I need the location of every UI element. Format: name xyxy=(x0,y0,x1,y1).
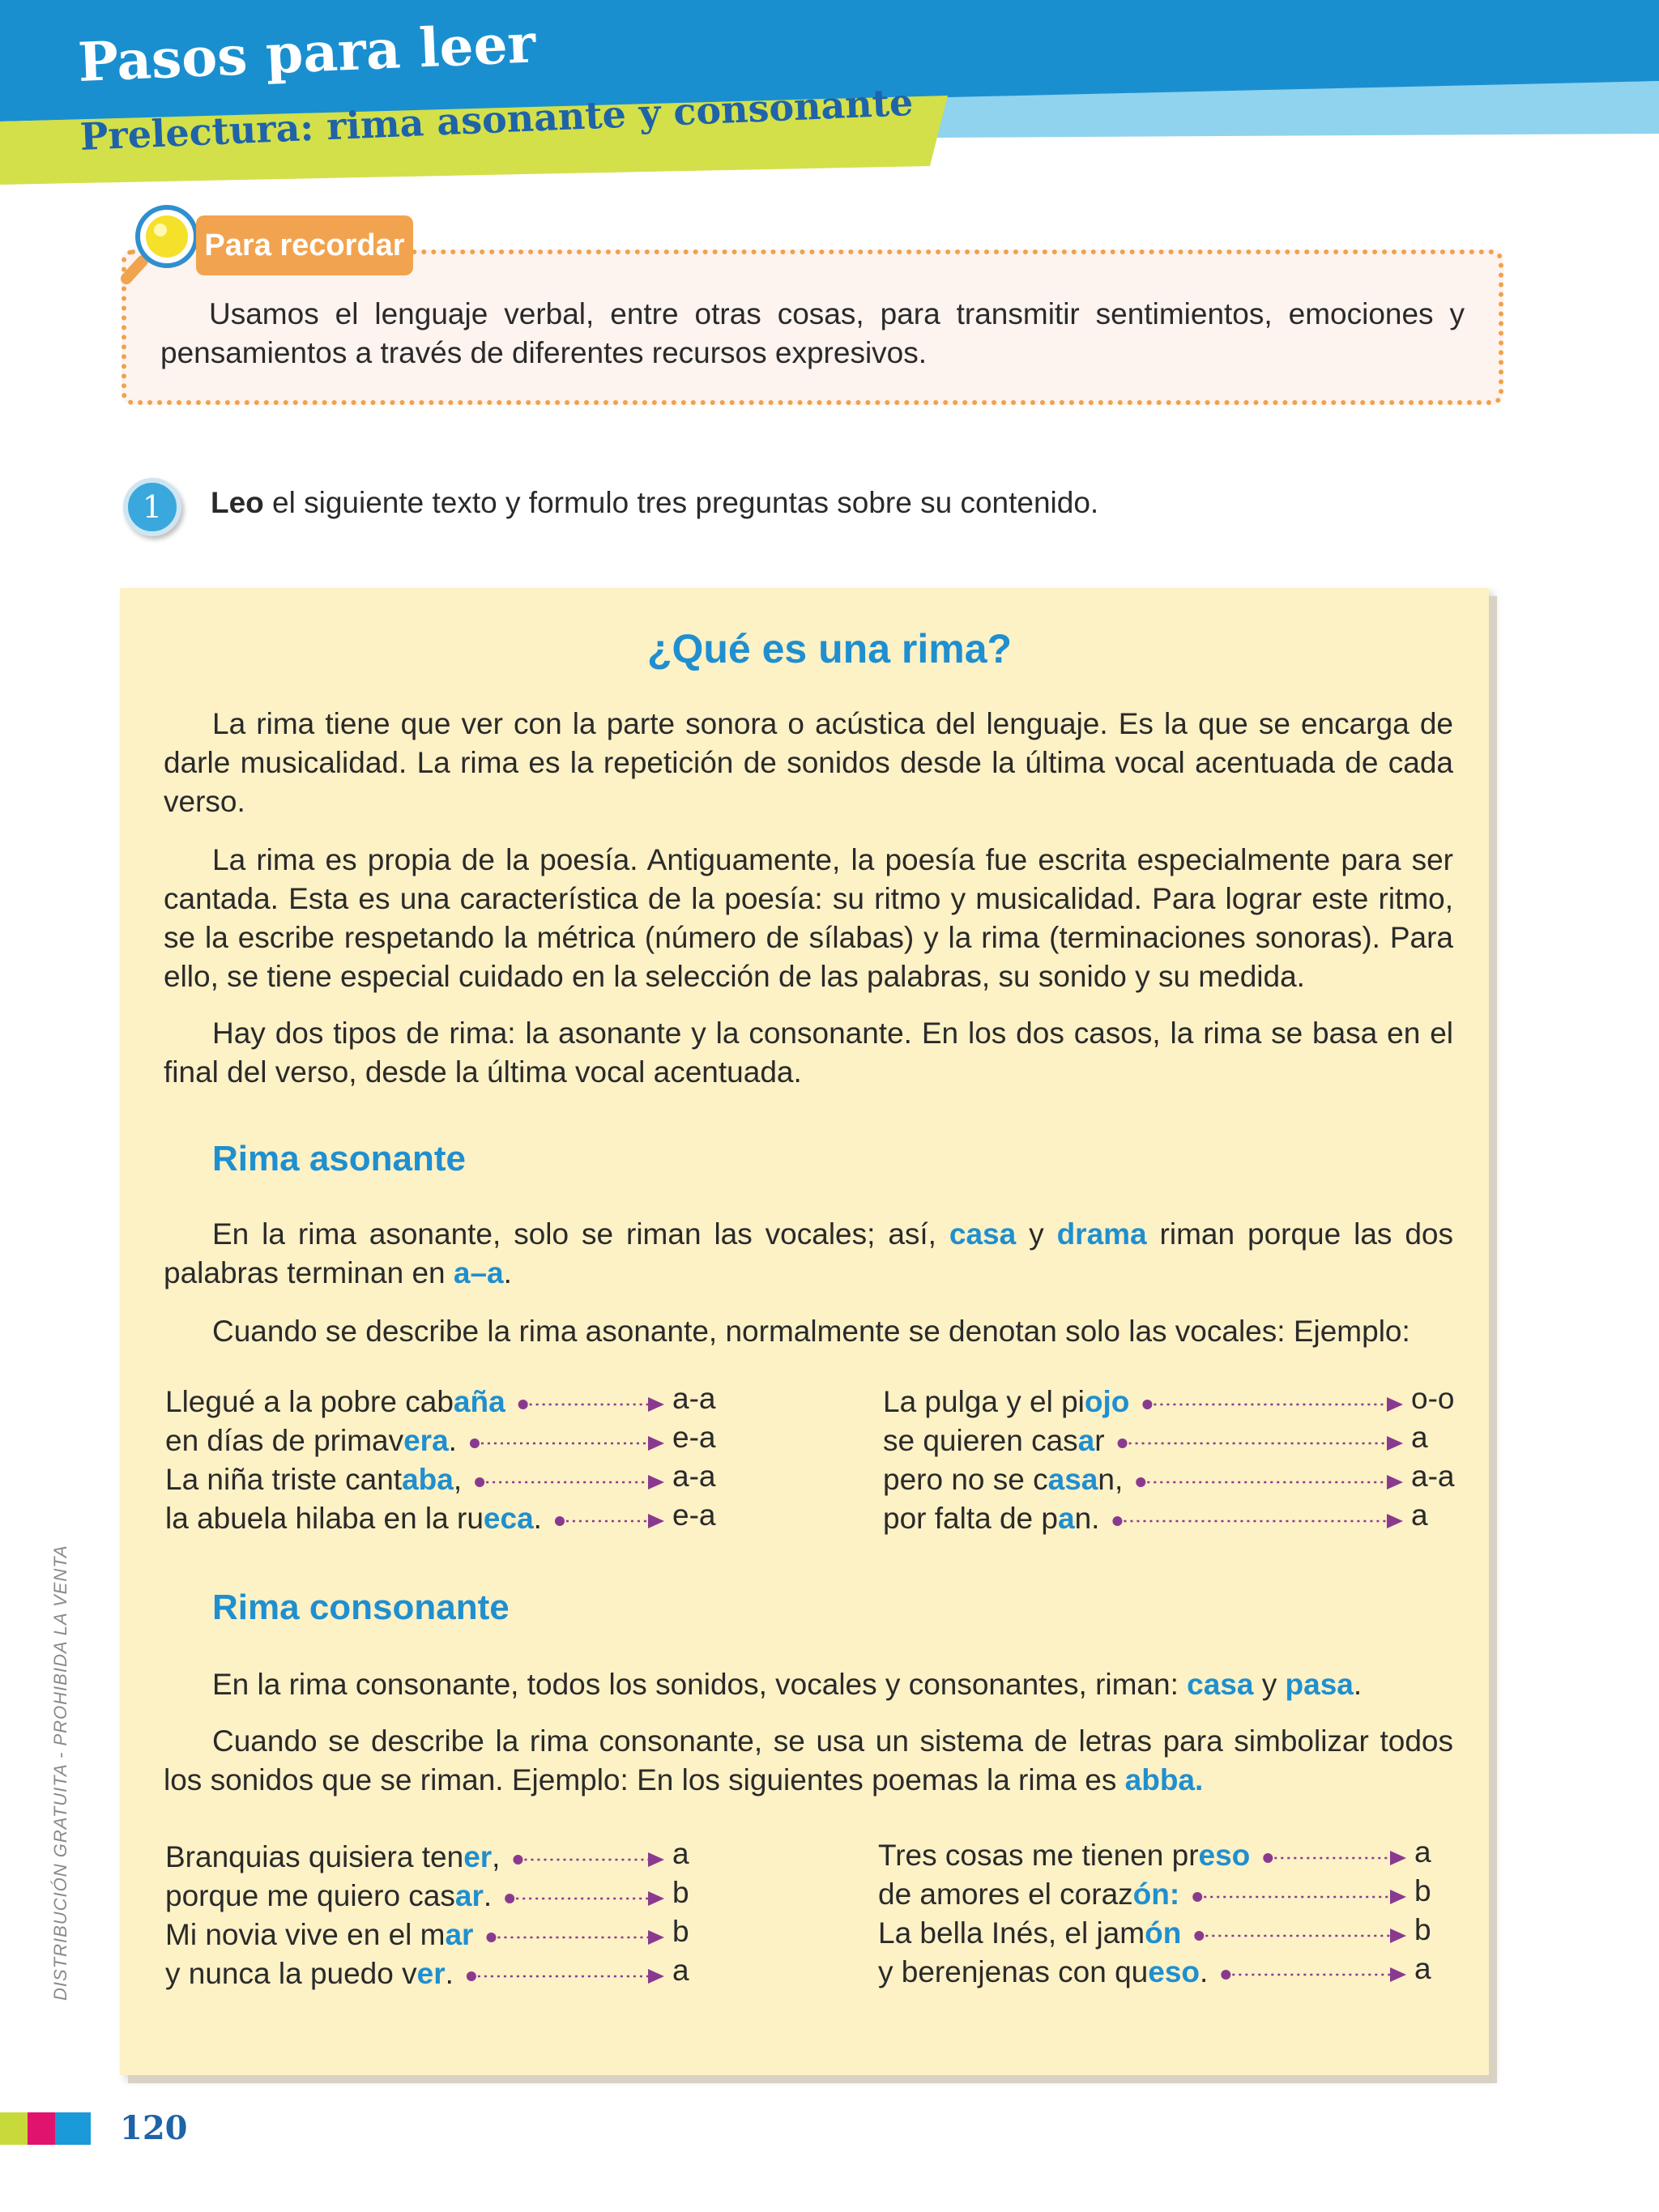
activity-instruction: Leo el siguiente texto y formulo tres preguntas sobre su contenido. xyxy=(211,486,1099,519)
consonante-poem2-rhyme-label: a xyxy=(1414,1835,1431,1869)
footer-color-blue xyxy=(55,2112,91,2145)
asonante-poem1-verse: La niña triste cantaba, xyxy=(165,1463,463,1496)
para-recordar-text: Usamos el lenguaje verbal, entre otras cosas, para transmitir sentimientos, emociones y pensamientos a través de diferentes recursos expresivos. xyxy=(160,297,1465,369)
asonante-heading: Rima asonante xyxy=(212,1139,466,1178)
asonante-poem1-rhyme-label: e-a xyxy=(672,1421,716,1454)
consonante-poem2-verse: y berenjenas con queso. xyxy=(878,1955,1209,1988)
reading-paragraph-3: Hay dos tipos de rima: la asonante y la consonante. En los dos casos, la rima se basa en el final del verso, desde la última vocal acentuada. xyxy=(164,1016,1453,1089)
asonante-poem2-rhyme-label: a-a xyxy=(1411,1460,1455,1493)
consonante-poem1-rhyme-label: b xyxy=(672,1915,689,1948)
asonante-poem1-verse: la abuela hilaba en la rueca. xyxy=(165,1502,542,1535)
consonante-poem2-verse: Tres cosas me tienen preso xyxy=(878,1839,1251,1872)
asonante-poem1-rhyme-label: e-a xyxy=(672,1498,716,1532)
asonante-poem2-rhyme-label: o-o xyxy=(1411,1382,1455,1415)
asonante-paragraph-1: En la rima asonante, solo se riman las vocales; así, casa y drama riman porque las dos palabras terminan en a–a. xyxy=(164,1217,1453,1289)
footer-color-magenta xyxy=(28,2112,55,2145)
reading-paragraph-1: La rima tiene que ver con la parte sonora o acústica del lenguaje. Es la que se encarga de darle musicalidad. La rima es la repetición de sonidos desde la última vocal acentuada de cada verso. xyxy=(164,707,1453,818)
page-title: Pasos para leer xyxy=(76,11,537,94)
page-number: 120 xyxy=(120,2109,188,2147)
asonante-poem2-verse: por falta de pan. xyxy=(883,1502,1100,1535)
consonante-poem1-verse: porque me quiero casar. xyxy=(165,1879,493,1912)
reading-paragraph-2: La rima es propia de la poesía. Antiguamente, la poesía fue escrita especialmente para ser cantada. Esta es una característica de la poesía: su ritmo y musicalidad. Para lograr este ritmo, se la escribe respetando la métrica (número de sílabas) y la rima (terminaciones sonoras). Para ello, se tiene especial cuidado en la selección de las palabras, su sonido y su medida. xyxy=(164,843,1453,993)
para-recordar-label: Para recordar xyxy=(196,215,413,275)
consonante-poem2-rhyme-label: b xyxy=(1414,1874,1431,1907)
asonante-poem1-verse: Llegué a la pobre cabaña xyxy=(165,1385,505,1418)
consonante-poem1-rhyme-label: a xyxy=(672,1954,689,1987)
asonante-poem1-verse: en días de primavera. xyxy=(165,1424,457,1457)
asonante-paragraph-2: Cuando se describe la rima asonante, normalmente se denotan solo las vocales: Ejemplo: xyxy=(212,1315,1410,1348)
consonante-paragraph-1: En la rima consonante, todos los sonidos, vocales y consonantes, riman: casa y pasa. xyxy=(212,1668,1363,1701)
consonante-heading: Rima consonante xyxy=(212,1588,510,1627)
consonante-poem1-verse: y nunca la puedo ver. xyxy=(165,1957,454,1990)
consonante-paragraph-2: Cuando se describe la rima consonante, se usa un sistema de letras para simbolizar todos los sonidos que se riman. Ejemplo: En los siguientes poemas la rima es abba. xyxy=(164,1724,1453,1796)
activity-number: 1 xyxy=(123,478,181,536)
asonante-poem2-verse: se quieren casar xyxy=(883,1424,1105,1457)
asonante-poem2-verse: pero no se casan, xyxy=(883,1463,1124,1496)
asonante-poem1-rhyme-label: a-a xyxy=(672,1460,716,1493)
consonante-poem1-rhyme-label: b xyxy=(672,1876,689,1909)
asonante-poem1-rhyme-label: a-a xyxy=(672,1382,716,1415)
consonante-poem1-verse: Branquias quisiera tener, xyxy=(165,1840,501,1873)
activity-verb: Leo xyxy=(211,486,264,519)
reading-title: ¿Qué es una rima? xyxy=(646,626,1013,671)
page-subtitle: Prelectura: rima asonante y consonante xyxy=(79,79,915,159)
asonante-poem2-rhyme-label: a xyxy=(1411,1421,1428,1454)
consonante-poem1-verse: Mi novia vive en el mar xyxy=(165,1918,474,1951)
distribution-note: DISTRIBUCIÓN GRATUITA - PROHIBIDA LA VENTA xyxy=(50,1545,70,2001)
asonante-poem2-rhyme-label: a xyxy=(1411,1498,1428,1532)
consonante-poem2-rhyme-label: a xyxy=(1414,1952,1431,1985)
consonante-poem2-verse: de amores el corazón: xyxy=(878,1877,1180,1911)
consonante-poem1-rhyme-label: a xyxy=(672,1837,689,1870)
consonante-poem2-rhyme-label: b xyxy=(1414,1913,1431,1946)
asonante-poem2-verse: La pulga y el piojo xyxy=(883,1385,1130,1418)
consonante-poem2-verse: La bella Inés, el jamón xyxy=(878,1916,1182,1950)
footer-color-green xyxy=(0,2112,28,2145)
